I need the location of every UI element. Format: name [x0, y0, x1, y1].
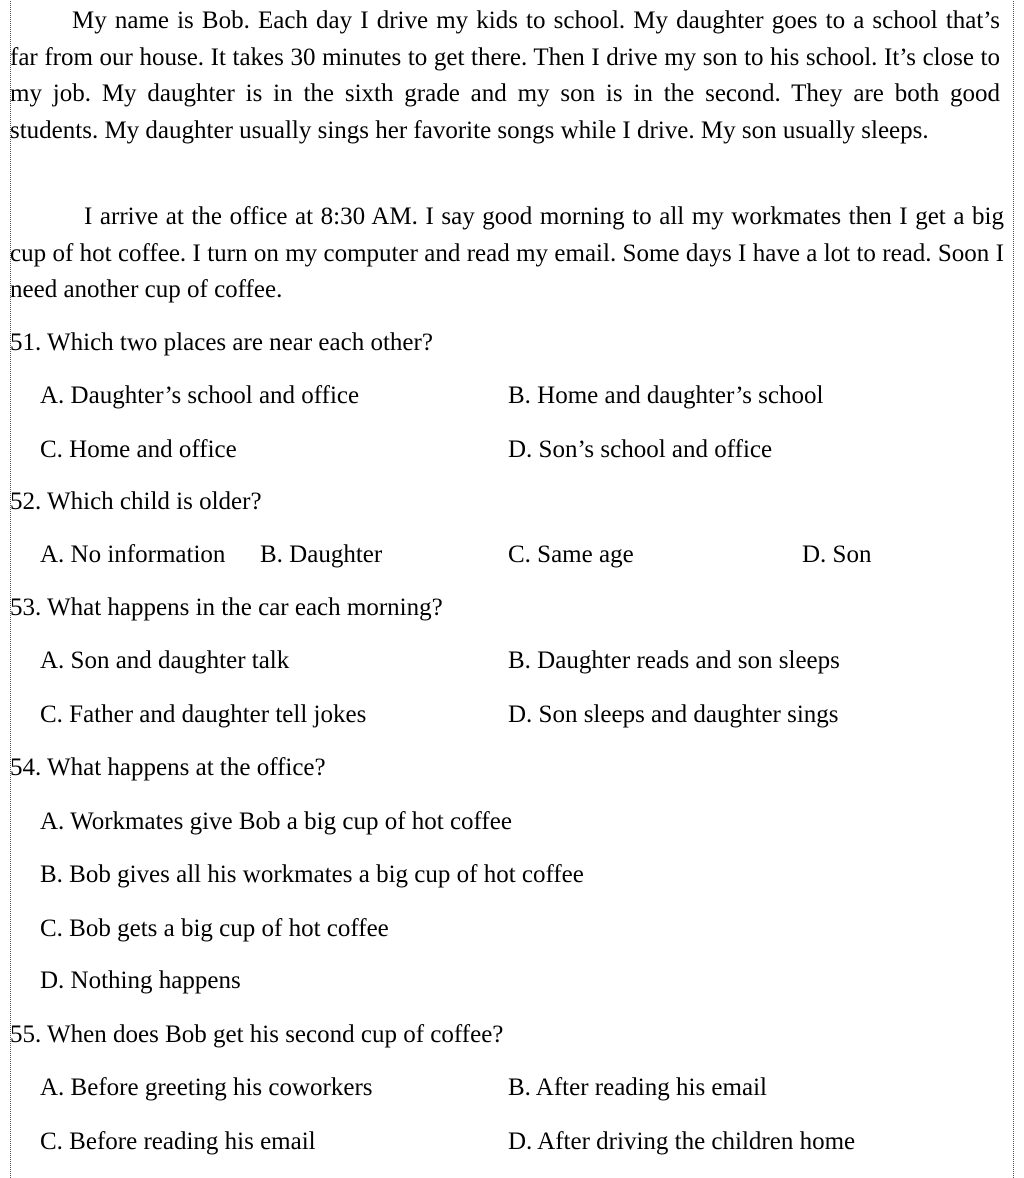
question-55: 55. When does Bob get his second cup of coffee?: [10, 1021, 504, 1048]
q55-option-c: C. Before reading his email: [40, 1128, 316, 1155]
q52-option-b: B. Daughter: [260, 541, 383, 568]
q51-option-b: B. Home and daughter’s school: [508, 382, 824, 409]
q51-option-c: C. Home and office: [40, 436, 237, 463]
q55-option-a: A. Before greeting his coworkers: [40, 1074, 373, 1101]
passage-paragraph-2: I arrive at the office at 8:30 AM. I say good morning to all my workmates then I get a big cup of hot coffee. I turn on my computer and read my email. Some days I have a lot to read. Soon I need another cup of coffee.: [10, 203, 1004, 303]
question-52: 52. Which child is older?: [10, 488, 262, 515]
q51-option-d: D. Son’s school and office: [508, 436, 773, 463]
page-frame: [10, 0, 1014, 1178]
q55-option-d: D. After driving the children home: [508, 1128, 856, 1155]
q54-option-d: D. Nothing happens: [40, 967, 241, 994]
passage-paragraph-1: My name is Bob. Each day I drive my kids to school. My daughter goes to a school that’s far from our house. It takes 30 minutes to get there. Then I drive my son to his school. It’s close to my job. My daughter is in the sixth grade and my son is in the second. They are both good students. My daughter usually sings her favorite songs while I drive. My son usually sleeps.: [10, 7, 1000, 144]
q52-option-c: C. Same age: [508, 541, 634, 568]
q52-option-d: D. Son: [802, 541, 872, 568]
q53-option-b: B. Daughter reads and son sleeps: [508, 647, 840, 674]
question-54: 54. What happens at the office?: [10, 754, 326, 781]
q52-option-a: A. No information: [40, 541, 226, 568]
q53-option-c: C. Father and daughter tell jokes: [40, 701, 367, 728]
q54-option-c: C. Bob gets a big cup of hot coffee: [40, 915, 389, 942]
question-53: 53. What happens in the car each morning?: [10, 594, 443, 621]
q54-option-a: A. Workmates give Bob a big cup of hot coffee: [40, 808, 512, 835]
q55-option-b: B. After reading his email: [508, 1074, 767, 1101]
q51-option-a: A. Daughter’s school and office: [40, 382, 360, 409]
question-51: 51. Which two places are near each other?: [10, 329, 433, 356]
q53-option-a: A. Son and daughter talk: [40, 647, 290, 674]
q53-option-d: D. Son sleeps and daughter sings: [508, 701, 839, 728]
q54-option-b: B. Bob gives all his workmates a big cup of hot coffee: [40, 861, 584, 888]
